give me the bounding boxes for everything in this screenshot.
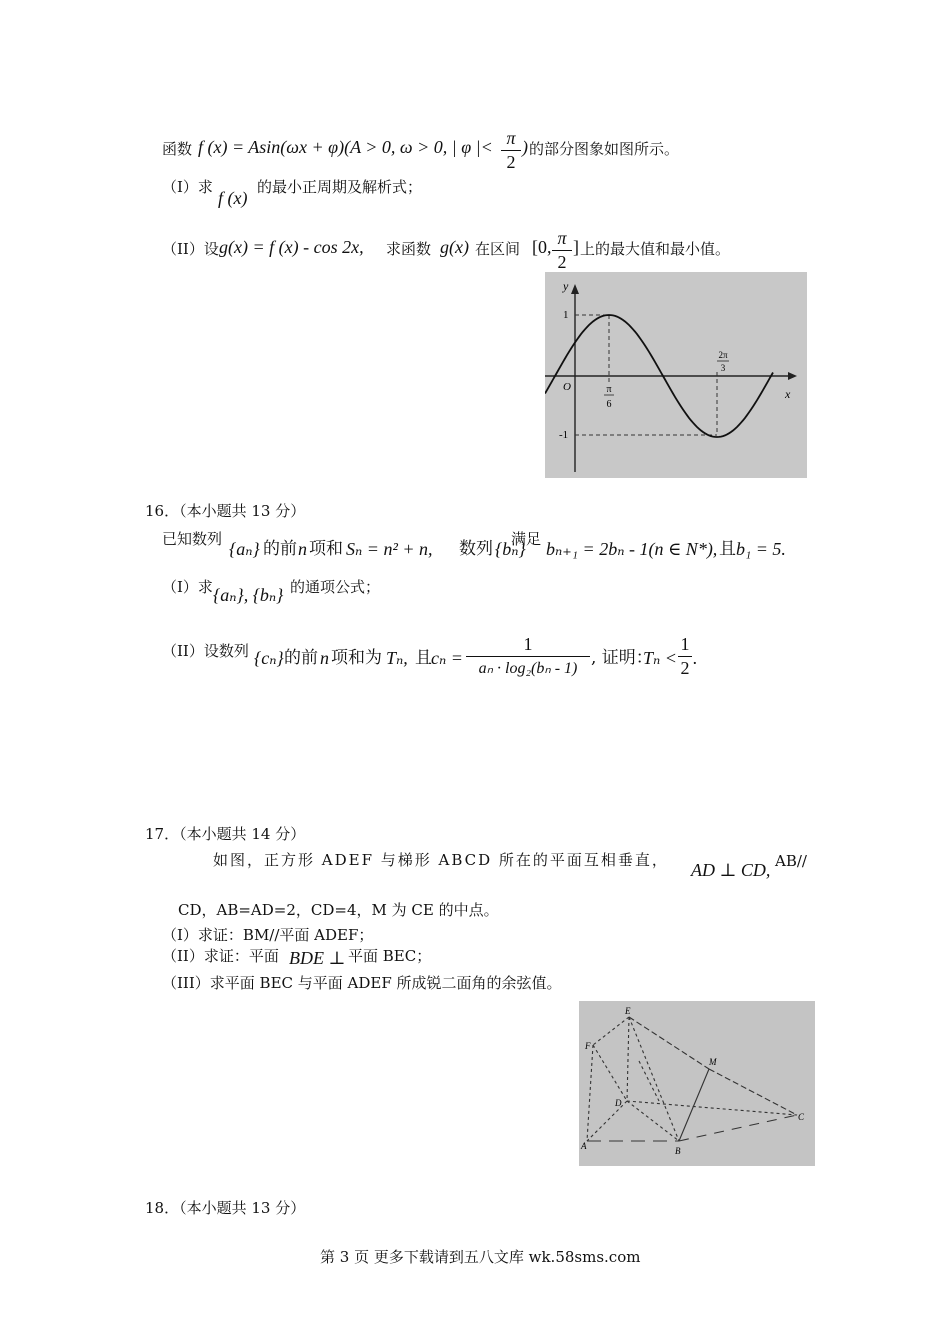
vertex-A-label: A (581, 1141, 587, 1151)
vertex-D-label: D (615, 1098, 622, 1108)
q15-two: 2 (506, 152, 516, 172)
q15-interval-two: 2 (557, 252, 567, 272)
q15-interval-pi: π (557, 228, 567, 248)
q16-line1-f: 且 (719, 539, 736, 559)
inner-line (639, 1061, 659, 1101)
tick-2pi-3-num: 2π (718, 350, 728, 360)
y-minus-one-label: -1 (559, 429, 569, 441)
geometry-diagram (579, 1001, 815, 1166)
q16-part2-cdef: cₙ = (431, 648, 463, 668)
q15-part2-gx: g(x) (440, 237, 469, 257)
q15-part2-interval: [0, (532, 237, 552, 257)
q15-part1-label: （I）求 (162, 178, 213, 196)
vertex-B-label: B (675, 1146, 681, 1156)
edge-E-F (593, 1017, 629, 1045)
q16-half-fraction (678, 634, 692, 679)
q16-part2-ineq: Tₙ < (643, 648, 677, 668)
q16-part1-seq: {aₙ}, {bₙ} (213, 585, 284, 605)
q16-line1-c: 项和 (309, 539, 343, 559)
q15-part2-formula: g(x) = f (x) - cos 2x, (219, 237, 364, 257)
q17-part2-a: （II）求证：平面 (162, 947, 279, 965)
q16-half-denominator: 2 (680, 658, 690, 678)
edge-F-D (593, 1045, 627, 1101)
q16-header: 16．（本小题共 13 分） (145, 502, 306, 520)
vertex-E-label: E (625, 1006, 631, 1016)
edge-E-D (627, 1017, 629, 1101)
q16-part2-label: （II）设数列 (162, 642, 249, 660)
q16-line1-n: n (298, 539, 307, 559)
origin-label: O (563, 381, 571, 393)
x-axis-label: x (785, 387, 791, 401)
tick-pi-6-num: π (606, 384, 612, 395)
q15-part1-text: 的最小正周期及解析式； (257, 178, 423, 196)
q17-line1-math: AD ⊥ CD, (691, 860, 771, 880)
q15-intro-close: ) (522, 137, 528, 157)
sine-graph (545, 272, 807, 478)
q17-part2-b: 平面 BEC； (348, 947, 432, 965)
q16-part2-n: n (320, 648, 329, 668)
q16-line1-b: 的前 (263, 539, 297, 559)
q15-intro-prefix: 函数 (162, 140, 193, 158)
q16-line1-b1: b₁ = 5. (736, 539, 786, 559)
x-axis-arrow (788, 372, 797, 380)
edge-M-C (709, 1069, 797, 1115)
q15-part2-close: ] (573, 237, 579, 257)
q16-cn-numerator: 1 (523, 634, 533, 654)
q16-cn-fraction (466, 634, 590, 678)
q16-cn-denominator: aₙ · log₂(bₙ - 1) (478, 660, 578, 677)
q17-part3: （III）求平面 BEC 与平面 ADEF 所成锐二面角的余弦值。 (162, 974, 562, 992)
q16-part2-dot: . (693, 648, 698, 668)
q18-header: 18．（本小题共 13 分） (145, 1199, 306, 1217)
q15-intro-suffix: 的部分图象如图所示。 (529, 140, 680, 158)
q17-line1-text: 如图，正方形 ADEF 与梯形 ABCD 所在的平面互相垂直， (213, 851, 669, 869)
vertex-M-label: M (709, 1057, 717, 1067)
q16-part2-b: 项和为 (331, 648, 382, 668)
y-one-label: 1 (563, 309, 569, 321)
edge-E-B (629, 1017, 679, 1141)
edge-B-C (679, 1115, 797, 1141)
q16-part2-d: , 证明： (591, 648, 653, 668)
edge-B-M (679, 1069, 709, 1141)
edge-D-B (627, 1101, 679, 1141)
q16-part2-c: 且 (415, 648, 432, 668)
q15-pi: π (506, 128, 516, 148)
q17-header: 17．（本小题共 14 分） (145, 825, 306, 843)
q15-pi-over-2 (501, 128, 521, 173)
q16-line1-an: {aₙ} (229, 539, 260, 559)
q16-half-numerator: 1 (680, 634, 690, 654)
q15-part1-fx: f (x) (218, 188, 248, 208)
page-footer: 第 3 页 更多下载请到五八文库 wk.58sms.com (320, 1248, 641, 1266)
q15-part2-text-b: 在区间 (475, 240, 521, 258)
q16-line1-bn: {bₙ} (495, 539, 526, 559)
q16-line1-recurrence: bₙ₊₁ = 2bₙ - 1(n ∈ N*), (546, 539, 718, 559)
q16-part2-cn: {cₙ} (254, 648, 284, 668)
geometry-figure (579, 1001, 815, 1166)
q16-line1-a: 已知数列 (162, 530, 223, 548)
q17-part2-math: BDE ⊥ (289, 948, 346, 968)
q16-part2-a: 的前 (284, 648, 318, 668)
edge-F-A (587, 1045, 593, 1141)
q16-part1-label: （I）求 (162, 578, 213, 596)
q15-part2-text-c: 上的最大值和最小值。 (580, 240, 731, 258)
q16-line1-e: 满足 (511, 530, 542, 548)
vertex-C-label: C (798, 1112, 805, 1122)
q15-interval-pi-over-2 (552, 228, 572, 273)
q15-intro-formula: f (x) = Asin(ωx + φ)(A > 0, ω > 0, | φ |< (198, 137, 493, 157)
edge-D-C (627, 1101, 797, 1115)
q17-part1: （I）求证：BM//平面 ADEF； (162, 926, 374, 944)
y-axis-label: y (563, 279, 569, 293)
q15-part2-label: （II）设 (162, 240, 219, 258)
sine-graph-figure (545, 272, 807, 478)
tick-pi-6-den: 6 (606, 399, 612, 410)
y-axis-arrow (571, 284, 579, 294)
q17-line2: CD，AB=AD=2，CD=4，M 为 CE 的中点。 (178, 901, 499, 919)
q16-line1-Sn: Sₙ = n² + n, (346, 539, 433, 559)
edge-E-M (629, 1017, 709, 1069)
vertex-F-label: F (585, 1041, 591, 1051)
q15-part2-text-a: 求函数 (386, 240, 432, 258)
tick-2pi-3-den: 3 (720, 363, 726, 373)
q16-part2-Tn: Tₙ, (386, 648, 408, 668)
q16-line1-d: 数列 (459, 539, 493, 559)
q16-part1-text: 的通项公式； (290, 578, 381, 596)
q17-line1-tail: AB// (775, 852, 807, 870)
